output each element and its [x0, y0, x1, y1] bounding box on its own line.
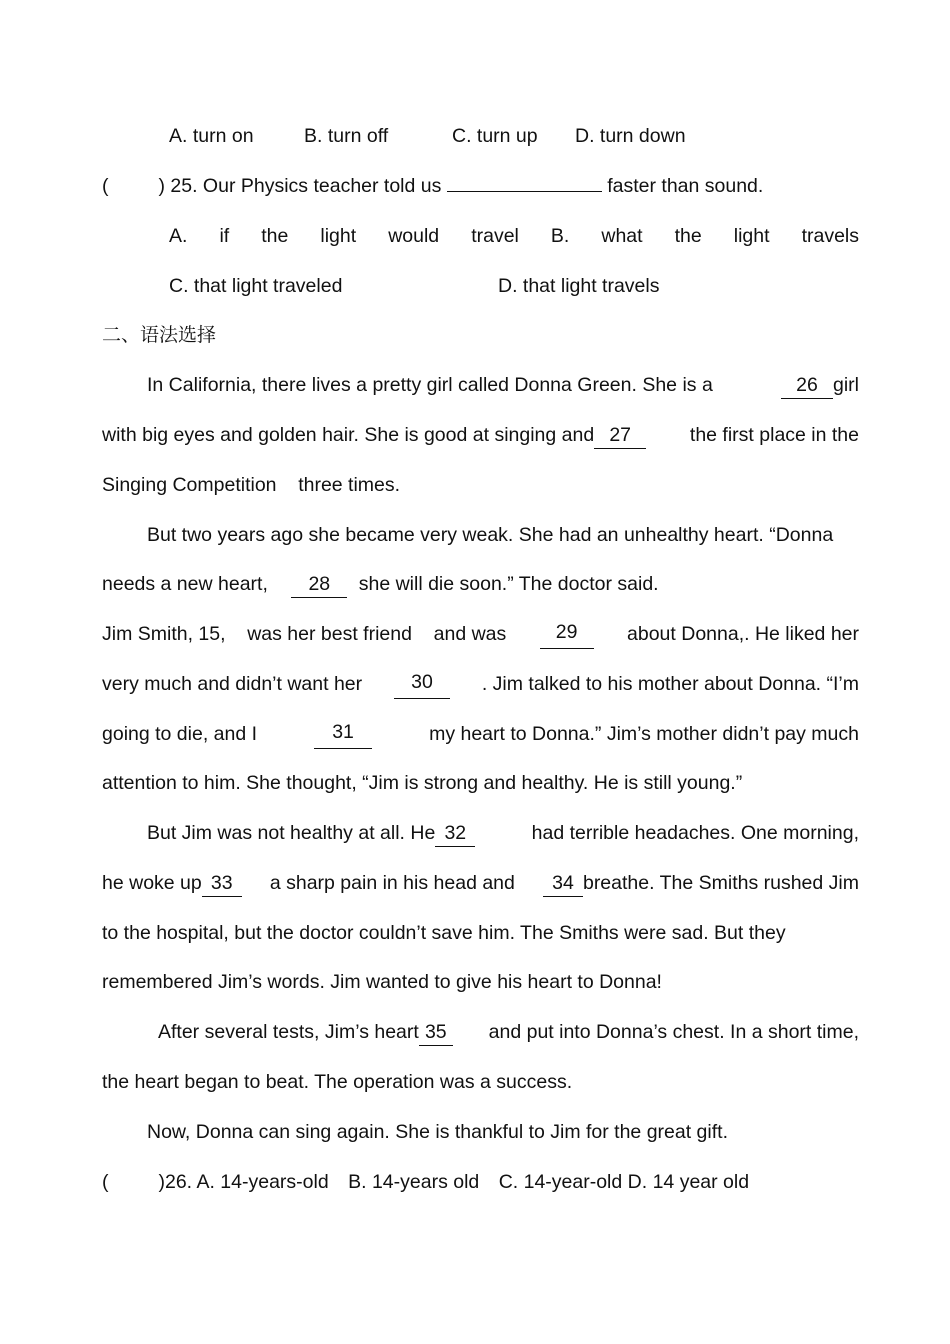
- passage-line: But two years ago she became very weak. She had an unhealthy heart. “Donna: [147, 524, 834, 546]
- q25-options-ab-line: [169, 221, 859, 251]
- passage-line: [102, 619, 859, 649]
- section-heading: 二、语法选择: [102, 324, 217, 346]
- passage-line: Singing Competition three times.: [102, 474, 401, 496]
- passage-text: breathe. The Smiths rushed Jim: [582, 872, 859, 894]
- blank-27: 27: [594, 422, 646, 449]
- passage-text: very much and didn’t want her: [102, 673, 363, 695]
- passage-text: In California, there lives a pretty girl called Donna Green. She is a: [147, 374, 713, 396]
- passage-line: [102, 420, 859, 450]
- q24-options-line: [102, 121, 859, 151]
- q25-option-c: C. that light traveled: [169, 275, 343, 297]
- q25-word: would: [388, 225, 440, 247]
- passage-line: [102, 719, 859, 749]
- q25-word: travels: [801, 225, 859, 247]
- passage-text: about Donna,. He liked her: [627, 623, 859, 645]
- q26-option-c: C. 14-year-old: [498, 1171, 623, 1193]
- blank-28: 28: [291, 571, 347, 598]
- passage-text: he woke up: [102, 872, 202, 894]
- passage-line: [102, 818, 859, 848]
- passage-text: the first place in the: [689, 424, 859, 446]
- q25-word: light: [320, 225, 357, 247]
- q25-options-cd-line: [102, 271, 859, 301]
- passage-text: a sharp pain in his head and: [269, 872, 515, 894]
- blank-26: 26: [781, 372, 833, 399]
- passage-text: . Jim talked to his mother about Donna. “I’m: [481, 673, 859, 695]
- blank-32: 32: [435, 820, 475, 847]
- passage-text: my heart to Donna.” Jim’s mother didn’t pay much: [429, 723, 859, 745]
- q25-word: travel: [471, 225, 519, 247]
- q24-option-a: A. turn on: [169, 125, 254, 147]
- passage-line: the heart began to beat. The operation was a success.: [102, 1071, 573, 1093]
- passage-text: she will die soon.” The doctor said.: [358, 573, 659, 595]
- q26-option-b: B. 14-years old: [348, 1171, 480, 1193]
- q25-word: A.: [169, 225, 188, 247]
- passage-text: Jim Smith, 15, was her best friend and was: [102, 623, 507, 645]
- passage-line: attention to him. She thought, “Jim is strong and healthy. He is still young.”: [102, 772, 743, 794]
- passage-line: [102, 370, 859, 400]
- q25-answer-blank: [447, 171, 602, 192]
- q25-word: B.: [550, 225, 570, 247]
- q25-paren-open: (: [102, 175, 109, 197]
- passage-text: girl: [832, 374, 859, 396]
- q24-option-b: B. turn off: [304, 125, 389, 147]
- passage-line: [102, 569, 859, 599]
- passage-line: Now, Donna can sing again. She is thankful to Jim for the great gift.: [147, 1121, 728, 1143]
- passage-text: After several tests, Jim’s heart: [158, 1021, 419, 1043]
- passage-text: had terrible headaches. One morning,: [531, 822, 859, 844]
- passage-text: But Jim was not healthy at all. He: [147, 822, 436, 844]
- q26-option-a: A. 14-years-old: [196, 1171, 329, 1193]
- passage-line: remembered Jim’s words. Jim wanted to give his heart to Donna!: [102, 971, 662, 993]
- q26-line: [102, 1167, 859, 1197]
- blank-33: 33: [202, 870, 242, 897]
- q24-option-c: C. turn up: [452, 125, 538, 147]
- q25-question-text: ) 25. Our Physics teacher told us: [158, 175, 442, 197]
- passage-text: going to die, and I: [102, 723, 258, 745]
- blank-35: 35: [419, 1019, 453, 1046]
- q25-word: what: [601, 225, 643, 247]
- q26-option-d: D. 14 year old: [627, 1171, 750, 1193]
- passage-text: needs a new heart,: [102, 573, 268, 595]
- q26-paren-open: (: [102, 1171, 109, 1193]
- q24-option-d: D. turn down: [575, 125, 686, 147]
- q25-word: light: [733, 225, 770, 247]
- q26-number: )26.: [158, 1171, 193, 1193]
- blank-34: 34: [543, 870, 583, 897]
- passage-line: [158, 1017, 859, 1047]
- q25-word: if: [219, 225, 230, 247]
- passage-line: [102, 669, 859, 699]
- q25-option-d: D. that light travels: [498, 275, 660, 297]
- blank-30: 30: [394, 669, 450, 699]
- blank-31: 31: [314, 719, 372, 749]
- q25-word: the: [261, 225, 289, 247]
- passage-line: to the hospital, but the doctor couldn’t save him. The Smiths were sad. But they: [102, 922, 786, 944]
- blank-29: 29: [540, 619, 594, 649]
- q25-question-tail: faster than sound.: [607, 175, 764, 197]
- passage-text: and put into Donna’s chest. In a short time,: [488, 1021, 859, 1043]
- q25-stem-line: [102, 171, 859, 201]
- passage-text: with big eyes and golden hair. She is good at singing and: [102, 424, 595, 446]
- q25-word: the: [674, 225, 702, 247]
- passage-line: [102, 868, 859, 898]
